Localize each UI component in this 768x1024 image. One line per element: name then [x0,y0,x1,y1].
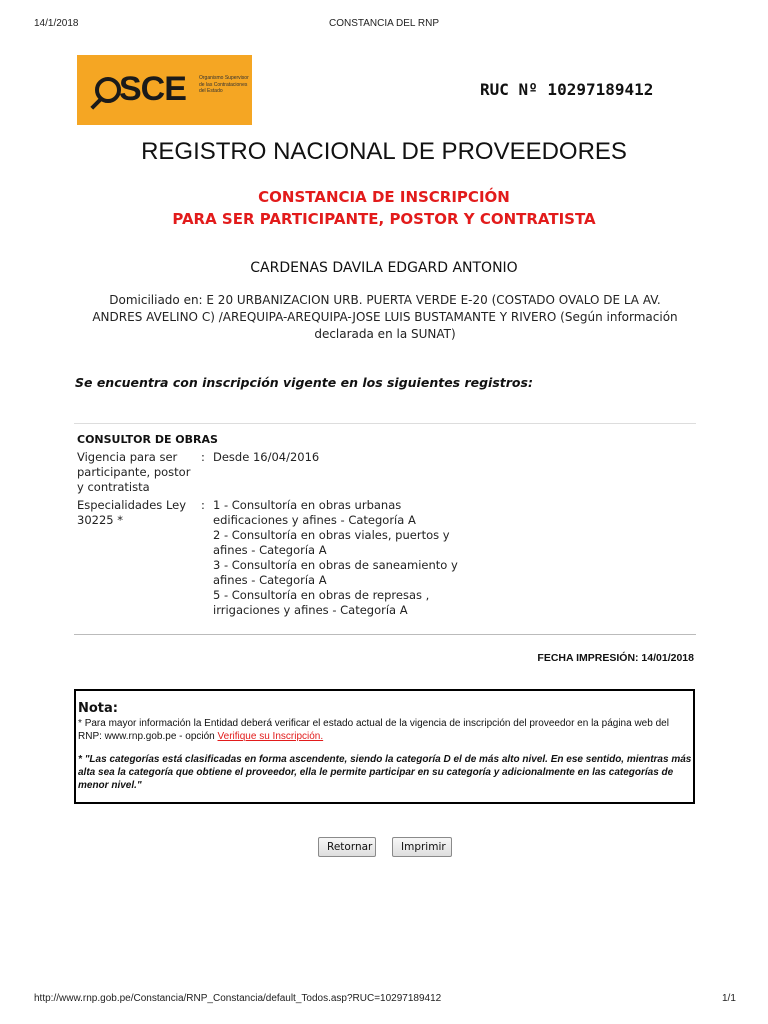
nota-box [74,689,695,804]
section-divider-bottom [74,634,696,635]
print-date: 14/1/2018 [34,18,79,29]
nota-text-2: "Las categorías está clasificadas en forma ascendente, siendo la categoría D el de más alto nivel. En ese sentido, mientras más alta sea la categoría que obtiene el proveedor, ella le permite participar en su categoría y adicionalmente en las categorías de menor nivel." [78,754,692,791]
provider-address: Domiciliado en: E 20 URBANIZACION URB. PUERTA VERDE E-20 (COSTADO OVALO DE LA AV. ANDRES AVELINO C) /AREQUIPA-AREQUIPA-JOSE LUIS BUSTAMANTE Y RIVERO (Según información declarada en la SUNAT) [92,293,678,341]
colon: : [201,450,205,464]
logo-subtext: Organismo Supervisor de las Contrataciones del Estado [199,75,249,94]
asterisk: * [78,754,82,765]
subtitle-line-1: CONSTANCIA DE INSCRIPCIÓN [258,188,510,206]
nota-paragraph-2 [78,753,692,792]
verify-inscription-link[interactable]: Verifique su Inscripción. [217,731,324,742]
page-title: REGISTRO NACIONAL DE PROVEEDORES [141,138,627,165]
ruc-number: RUC Nº 10297189412 [480,80,654,99]
asterisk: * [78,718,82,729]
especialidad-item: 3 - Consultoría en obras de saneamiento y afines - Categoría A [213,558,458,587]
osce-logo [77,55,252,125]
print-page-number: 1/1 [722,993,736,1004]
logo-text: SCE [119,70,186,108]
vigencia-label: Vigencia para ser participante, postor y contratista [77,450,191,494]
registry-section-title: CONSULTOR DE OBRAS [77,433,218,446]
nota-title: Nota: [78,701,118,716]
especialidades-label: Especialidades Ley 30225 * [77,498,187,527]
print-title: CONSTANCIA DEL RNP [328,18,440,29]
nota-text-1: Para mayor información la Entidad deberá verificar el estado actual de la vigencia de inscripción del proveedor en la página web del RNP: www.rnp.gob.pe - opción [78,718,669,742]
back-button[interactable]: Retornar [318,837,376,857]
subtitle-line-2: PARA SER PARTICIPANTE, POSTOR Y CONTRATISTA [172,210,596,228]
registry-intro: Se encuentra con inscripción vigente en los siguientes registros: [75,375,533,390]
colon: : [201,498,205,512]
nota-paragraph-1 [78,717,692,743]
print-button[interactable]: Imprimir [392,837,452,857]
especialidad-item: 2 - Consultoría en obras viales, puertos y afines - Categoría A [213,528,450,557]
provider-name: CARDENAS DAVILA EDGARD ANTONIO [250,260,518,276]
print-url: http://www.rnp.gob.pe/Constancia/RNP_Constancia/default_Todos.asp?RUC=10297189412 [34,993,442,1004]
fecha-impresion: FECHA IMPRESIÓN: 14/01/2018 [537,652,694,664]
section-divider-top [74,423,696,424]
vigencia-value: Desde 16/04/2016 [213,450,320,464]
especialidad-item: 5 - Consultoría en obras de represas , irrigaciones y afines - Categoría A [213,588,430,617]
especialidad-item: 1 - Consultoría en obras urbanas edificaciones y afines - Categoría A [213,498,416,527]
especialidades-list [213,498,458,618]
